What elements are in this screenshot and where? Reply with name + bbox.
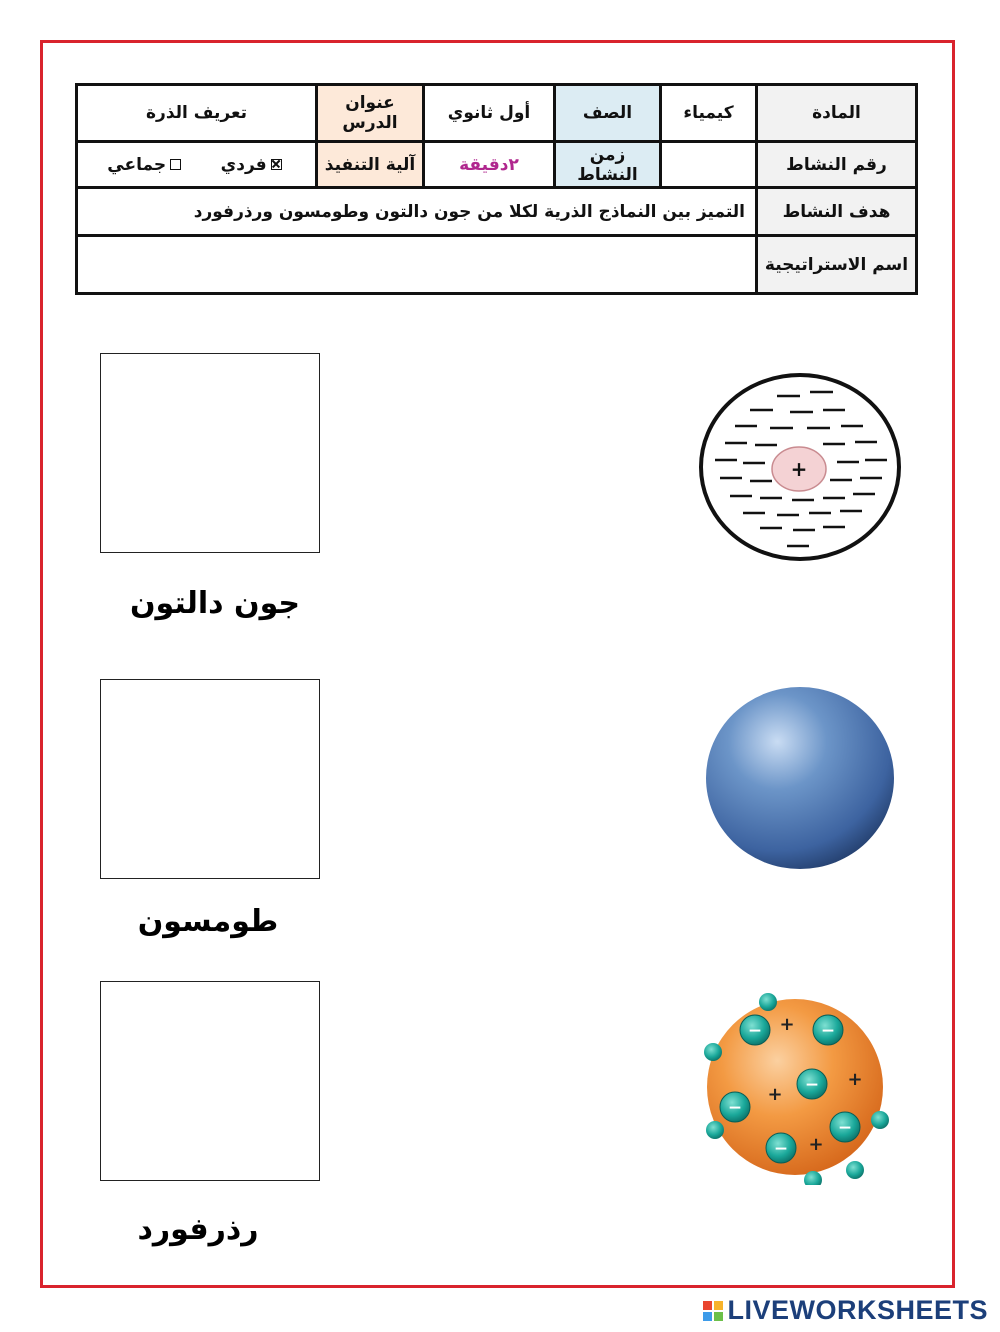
strategy-label: اسم الاستراتيجية: [757, 236, 917, 294]
drop-box-dalton[interactable]: [100, 353, 320, 553]
mechanism-label: آلية التنفيذ: [317, 142, 424, 188]
svg-text:−: −: [837, 1118, 853, 1138]
svg-text:+: +: [790, 457, 808, 481]
activity-number-value: [661, 142, 757, 188]
activity-number-label: رقم النشاط: [757, 142, 917, 188]
brand-footer: [703, 1295, 988, 1326]
svg-text:+: +: [808, 1134, 824, 1155]
lesson-info-table: [75, 83, 918, 295]
liveworksheets-logo-icon: [703, 1301, 723, 1321]
brand-text: LIVEWORKSHEETS: [727, 1295, 988, 1325]
individual-checkbox-checked-icon[interactable]: [271, 159, 282, 170]
group-checkbox-icon[interactable]: [170, 159, 181, 170]
goal-value: التميز بين النماذج الذرية لكلا من جون دالتون وطومسون ورذرفورد: [77, 188, 757, 236]
dalton-solid-sphere-model-icon[interactable]: [700, 685, 900, 875]
label-thomson: طومسون: [137, 904, 279, 939]
drop-box-thomson[interactable]: [100, 679, 320, 879]
subject-value: كيمياء: [661, 85, 757, 142]
grade-value: أول ثانوي: [424, 85, 555, 142]
grade-label: الصف: [555, 85, 661, 142]
svg-text:−: −: [820, 1021, 836, 1041]
individual-label: فردي: [220, 154, 267, 175]
svg-text:−: −: [747, 1021, 763, 1041]
group-label: جماعي: [107, 154, 167, 175]
svg-text:−: −: [804, 1075, 820, 1095]
lesson-label: عنوان الدرس: [317, 85, 424, 142]
svg-text:+: +: [847, 1069, 863, 1090]
label-dalton: جون دالتون: [129, 586, 301, 621]
subject-label: المادة: [757, 85, 917, 142]
drop-box-rutherford[interactable]: [100, 981, 320, 1181]
activity-time-value: ٢دقيقة: [424, 142, 555, 188]
svg-text:+: +: [779, 1014, 795, 1035]
svg-text:+: +: [767, 1084, 783, 1105]
svg-text:−: −: [727, 1098, 743, 1118]
thomson-plum-pudding-model-icon[interactable]: [695, 370, 905, 565]
rutherford-nuclear-model-icon[interactable]: [695, 990, 895, 1185]
mechanism-options: [77, 142, 317, 188]
goal-label: هدف النشاط: [757, 188, 917, 236]
label-rutherford: رذرفورد: [137, 1212, 259, 1247]
strategy-value: [77, 236, 757, 294]
lesson-value: تعريف الذرة: [77, 85, 317, 142]
activity-time-label: زمن النشاط: [555, 142, 661, 188]
svg-text:−: −: [773, 1139, 789, 1159]
